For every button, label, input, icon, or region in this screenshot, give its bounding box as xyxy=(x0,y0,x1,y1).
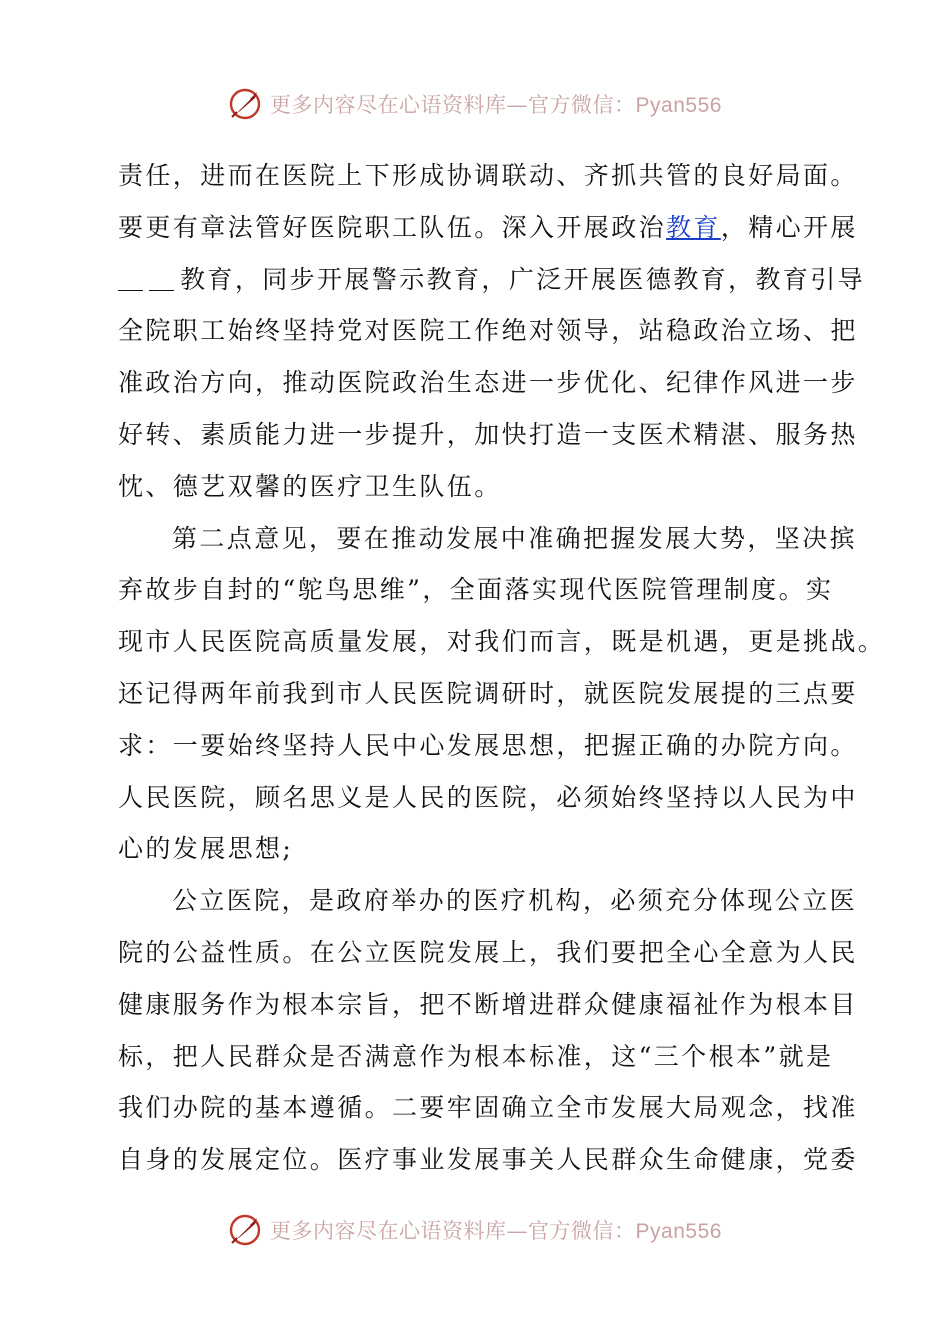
paragraph-start-line: 公立医院，是政府举办的医疗机构，必须充分体现公立医 xyxy=(172,886,858,916)
footer-banner xyxy=(0,1212,950,1248)
document-body xyxy=(118,150,886,1186)
text-line: 全院职工始终坚持党对医院工作绝对领导，站稳政治立场、把 xyxy=(118,316,858,346)
text-line: 标，把人民群众是否满意作为根本标准，这“三个根本”就是 xyxy=(118,1041,834,1071)
banner-text xyxy=(270,1215,722,1245)
text-line: 弃故步自封的“鸵鸟思维”，全面落实现代医院管理制度。实 xyxy=(118,575,834,605)
banner-main-text: 更多内容尽在心语资料库—官方微信： xyxy=(270,93,636,117)
text-line: 院的公益性质。在公立医院发展上，我们要把全心全意为人民 xyxy=(118,937,858,967)
banner-wechat-id: Pyan556 xyxy=(635,94,722,117)
text-segment: 教育，同步开展警示教育，广泛开展医德教育，教育引导 xyxy=(180,264,866,294)
text-line: 准政治方向，推动医院政治生态进一步优化、纪律作风进一步 xyxy=(118,368,858,398)
education-link[interactable]: 教育 xyxy=(666,212,721,242)
text-line: 自身的发展定位。医疗事业发展事关人民群众生命健康，党委 xyxy=(118,1145,858,1175)
text-line: 好转、素质能力进一步提升，加快打造一支医术精湛、服务热 xyxy=(118,419,858,449)
text-segment: ，精心开展 xyxy=(720,212,858,242)
banner-wechat-id: Pyan556 xyxy=(635,1220,722,1243)
text-segment: 要更有章法管好医院职工队伍。深入开展政治 xyxy=(118,212,667,242)
paragraph-start-line: 第二点意见，要在推动发展中准确把握发展大势，坚决摈 xyxy=(172,523,858,553)
text-line: 责任，进而在医院上下形成协调联动、齐抓共管的良好局面。 xyxy=(118,161,858,190)
quill-pen-logo-icon xyxy=(228,87,262,121)
text-line: 还记得两年前我到市人民医院调研时，就医院发展提的三点要 xyxy=(118,678,858,708)
text-line: 心的发展思想; xyxy=(118,834,294,864)
text-line: 健康服务作为根本宗旨，把不断增进群众健康福祉作为根本目 xyxy=(118,989,858,1019)
text-line: 我们办院的基本遵循。二要牢固确立全市发展大局观念，找准 xyxy=(118,1093,858,1123)
banner-main-text: 更多内容尽在心语资料库—官方微信： xyxy=(270,1219,636,1243)
text-line: 现市人民医院高质量发展，对我们而言，既是机遇，更是挑战。 xyxy=(118,627,886,657)
text-line xyxy=(118,254,866,306)
text-line: 人民医院，顾名思义是人民的医院，必须始终坚持以人民为中 xyxy=(118,782,858,812)
blank-underscore: ＿＿ xyxy=(118,264,181,294)
quill-pen-logo-icon xyxy=(228,1213,262,1247)
banner-text xyxy=(270,89,722,119)
text-line: 求：一要始终坚持人民中心发展思想，把握正确的办院方向。 xyxy=(118,730,858,760)
header-banner xyxy=(0,86,950,122)
text-line xyxy=(118,202,858,254)
text-line: 忱、德艺双馨的医疗卫生队伍。 xyxy=(118,471,502,501)
